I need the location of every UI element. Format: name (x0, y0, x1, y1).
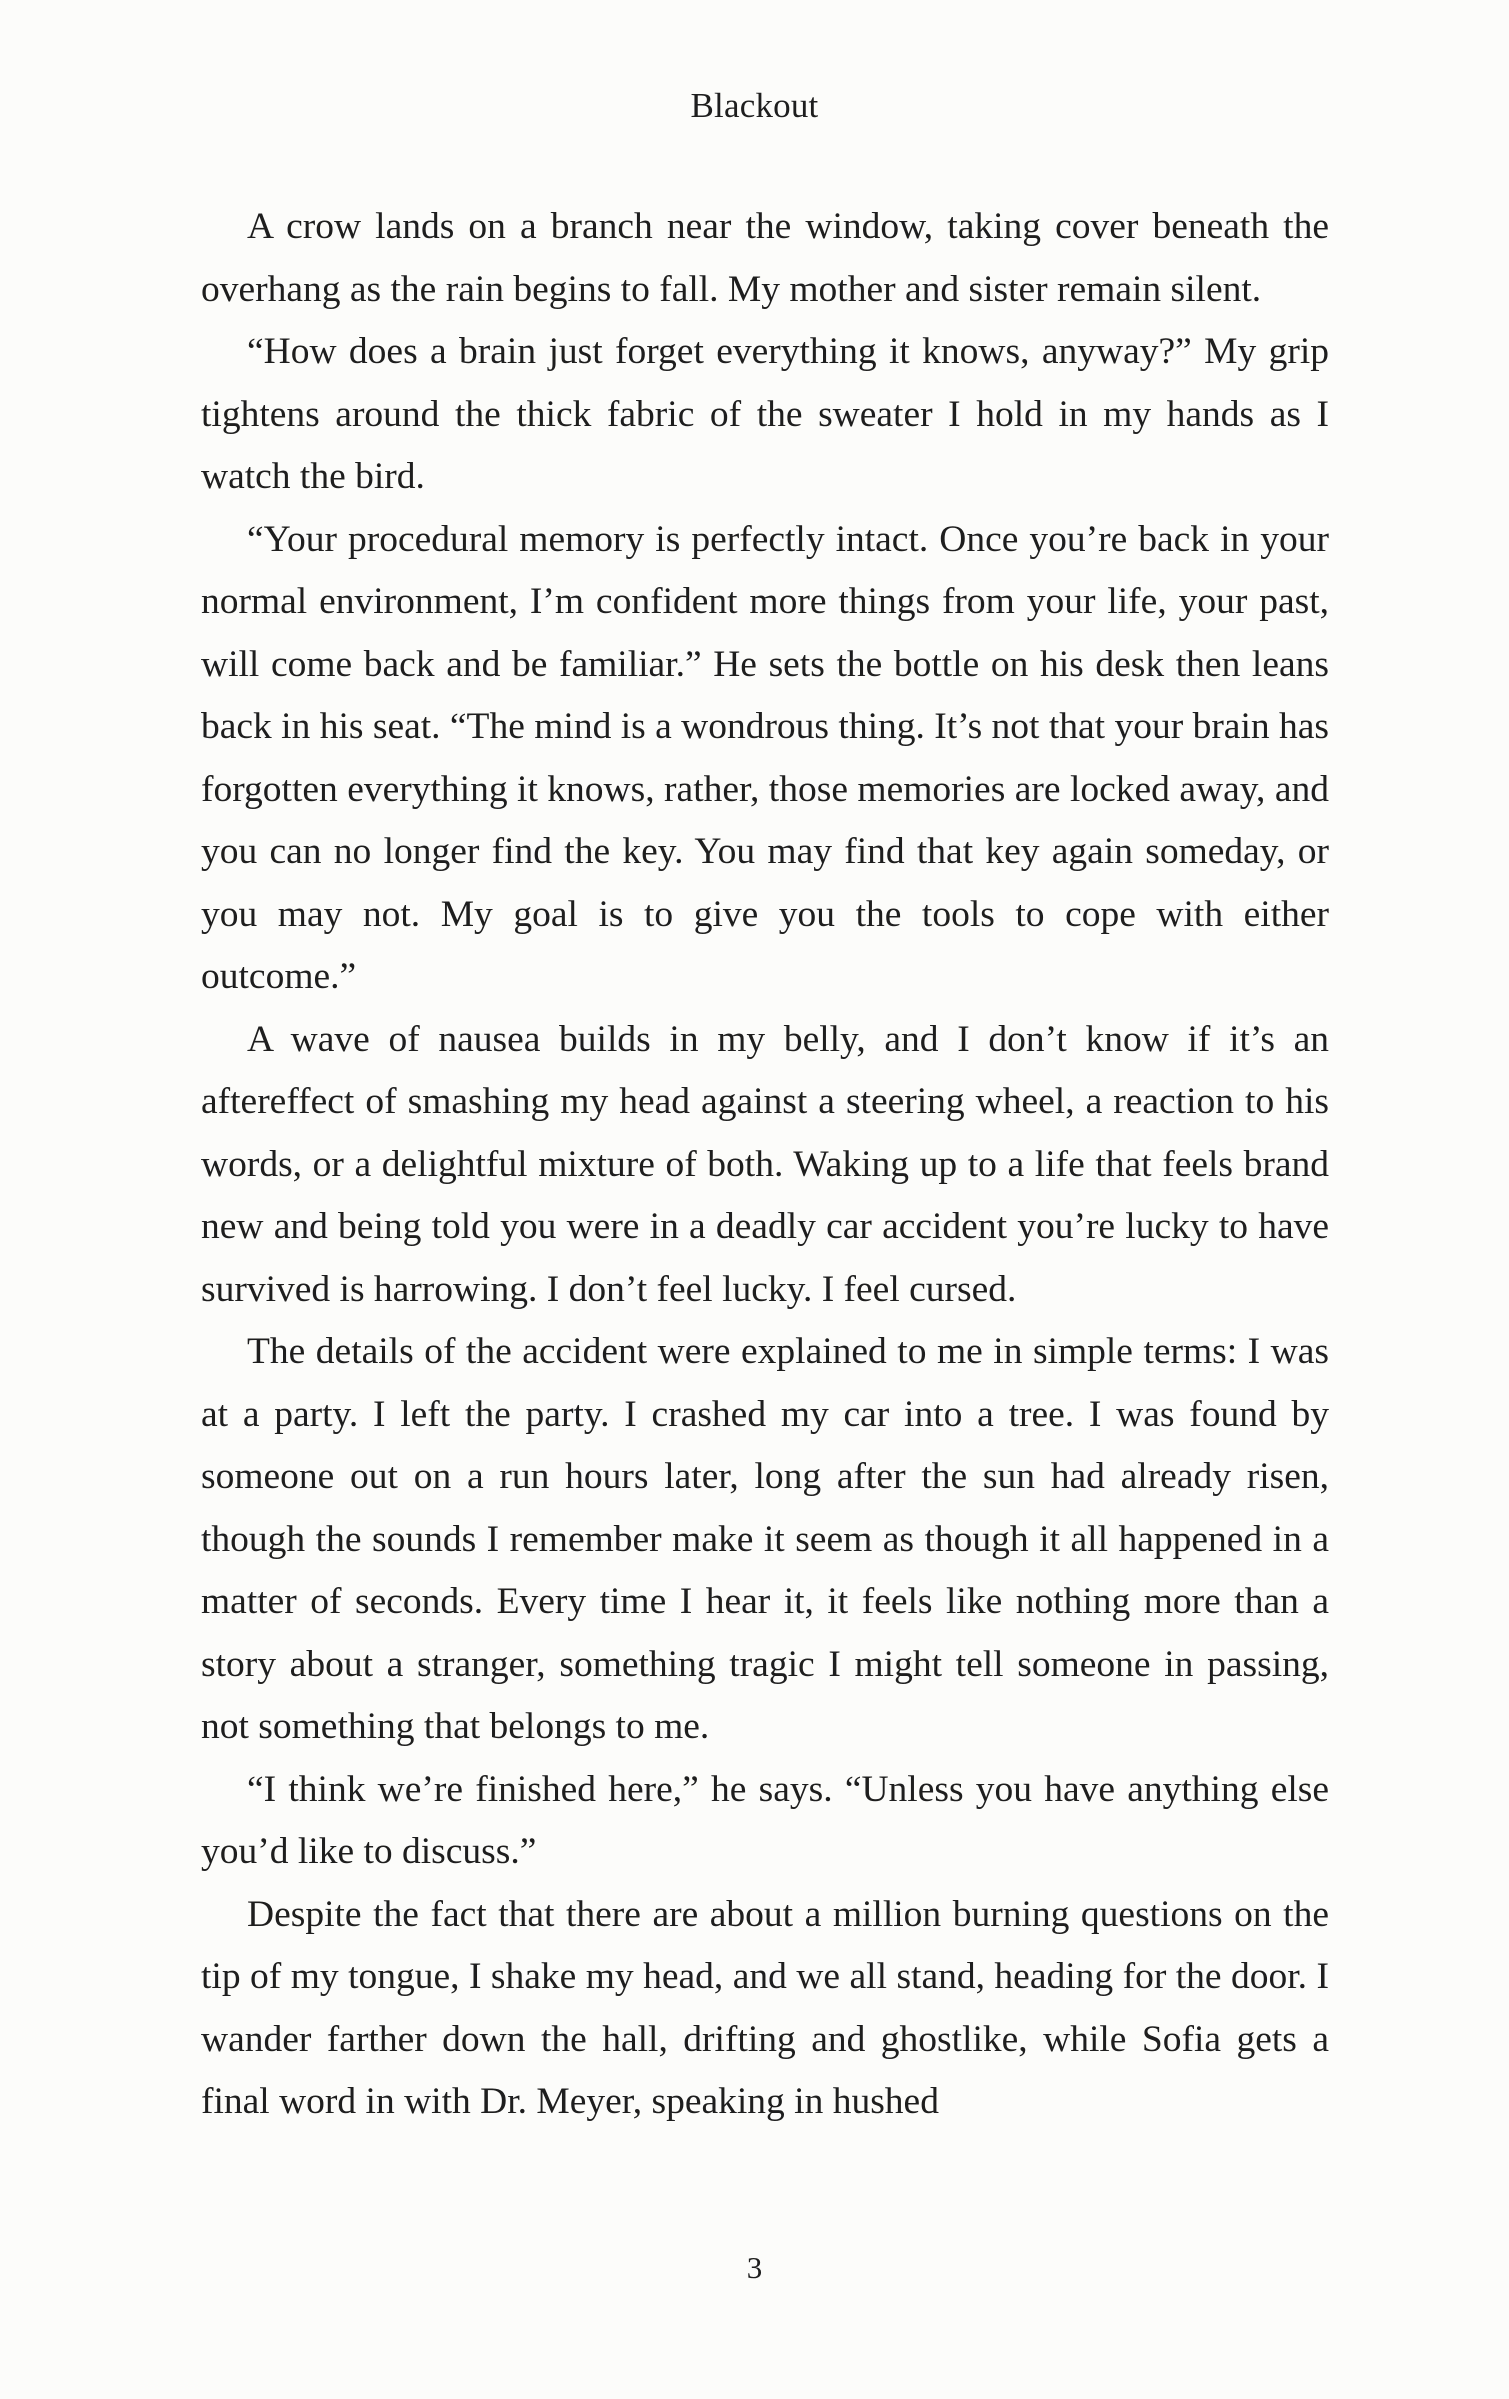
paragraph-1: A crow lands on a branch near the window, taking cover beneath the overhang as the rain begins to fall. My mother and sister remain silent. (201, 206, 1329, 310)
paragraph-4: A wave of nausea builds in my belly, and I don’t know if it’s an aftereffect of smashing my head against a steering wheel, a reaction to his words, or a delightful mixture of both. Waking up to a life that feels brand new and being told you were in a deadly car accident you’re lucky to have survived is harrowing. I don’t feel lucky. I feel cursed. (201, 1018, 1329, 1310)
page-number: 3 (746, 2250, 763, 2285)
paragraph-5: The details of the accident were explained to me in simple terms: I was at a party. I left the party. I crashed my car into a tree. I was found by someone out on a run hours later, long after the sun had already risen, though the sounds I remember make it seem as though it all happened in a matter of seconds. Every time I hear it, it feels like nothing more than a story about a stranger, something tragic I might tell someone in passing, not something that belongs to me. (201, 1331, 1329, 1747)
body-text (201, 196, 1329, 2134)
running-head: Blackout (690, 86, 819, 125)
paragraph-3: “Your procedural memory is perfectly intact. Once you’re back in your normal environment, I’m confident more things from your life, your past, will come back and be familiar.” He sets the bottle on his desk then leans back in his seat. “The mind is a wondrous thing. It’s not that your brain has forgotten everything it knows, rather, those memories are locked away, and you can no longer find the key. You may find that key again someday, or you may not. My goal is to give you the tools to cope with either outcome.” (201, 518, 1329, 997)
paragraph-7: Despite the fact that there are about a million burning questions on the tip of my tongue, I shake my head, and we all stand, heading for the door. I wander farther down the hall, drifting and ghostlike, while Sofia gets a final word in with Dr. Meyer, speaking in hushed (201, 1893, 1329, 2122)
paragraph-6: “I think we’re finished here,” he says. “Unless you have anything else you’d like to discuss.” (201, 1768, 1329, 1872)
paragraph-2: “How does a brain just forget everything it knows, anyway?” My grip tightens around the thick fabric of the sweater I hold in my hands as I watch the bird. (201, 331, 1329, 497)
